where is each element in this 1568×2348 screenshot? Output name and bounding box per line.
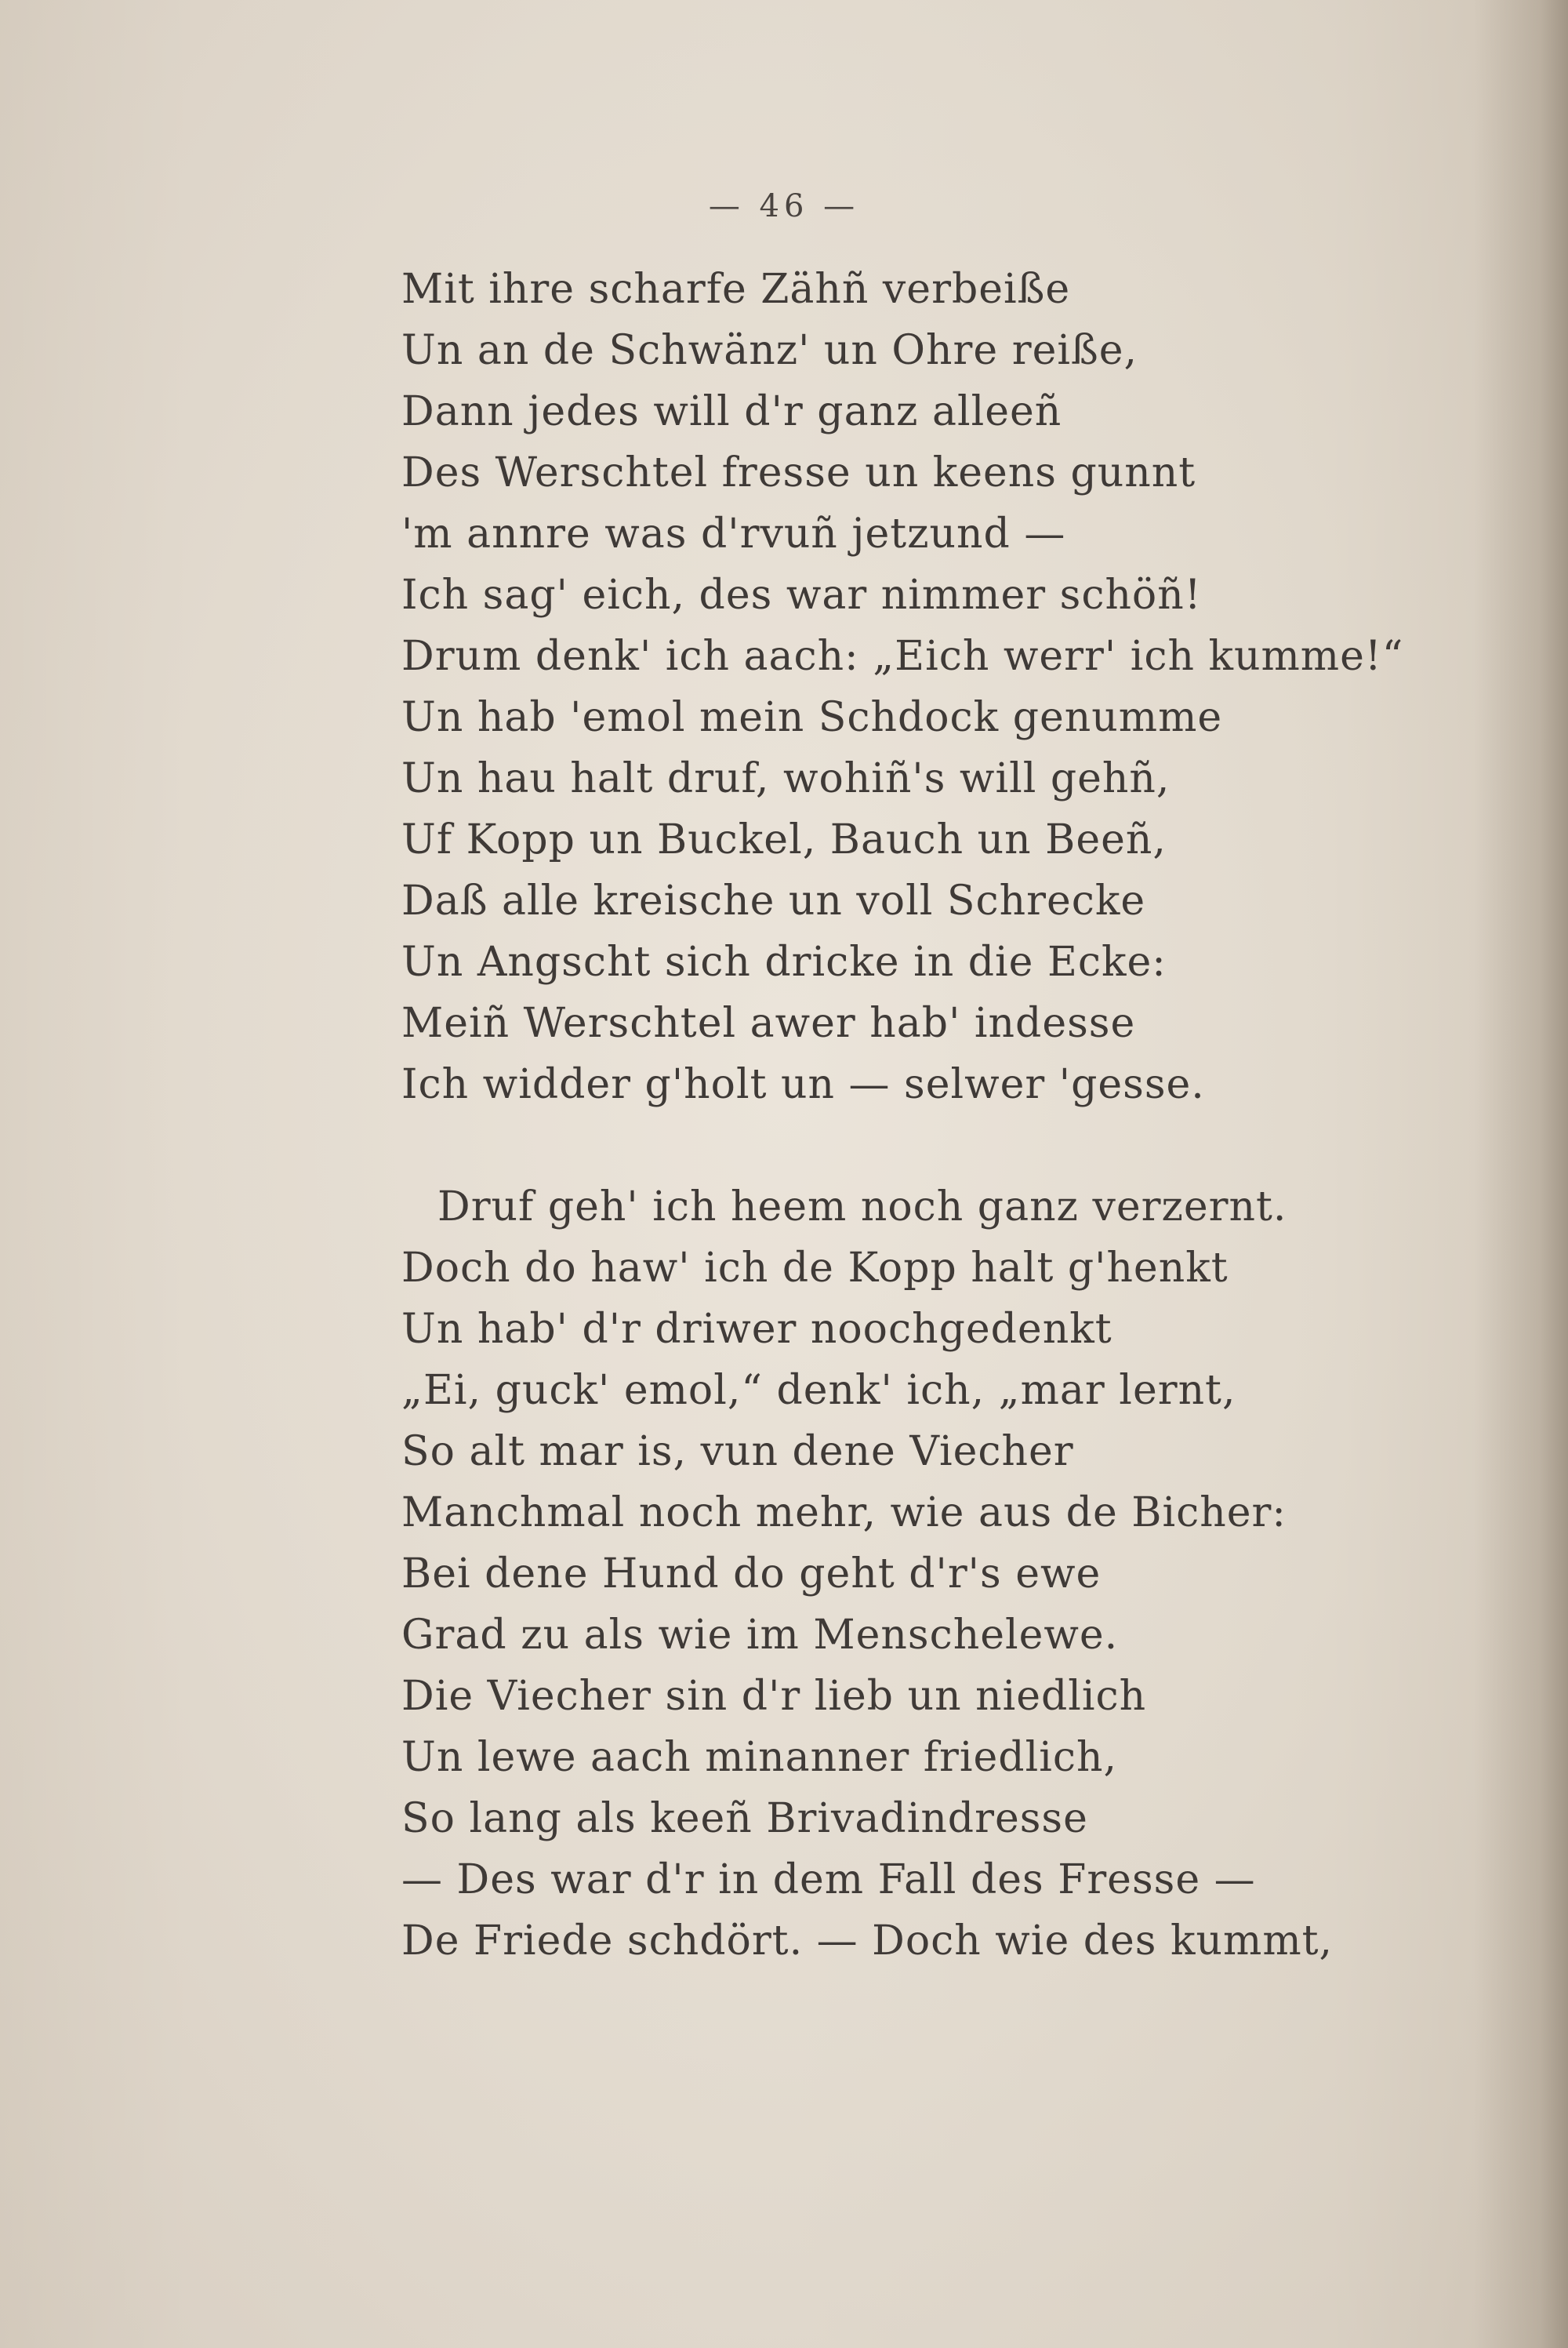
poem-line: So alt mar is, vun dene Viecher (401, 1428, 1074, 1475)
poem-line: Un hab 'emol mein Schdock genumme (401, 694, 1223, 741)
poem-line: Daß alle kreische un voll Schrecke (401, 878, 1146, 925)
poem-line: Manchmal noch mehr, wie aus de Bicher: (401, 1489, 1287, 1536)
poem-line: Un hau halt druf, wohiñ's will gehñ, (401, 755, 1171, 802)
poem-line: 'm annre was d'rvuñ jetzund — (401, 511, 1066, 558)
poem-line: Mit ihre scharfe Zähñ verbeiße (401, 266, 1071, 313)
poem-line: Bei dene Hund do geht d'r's ewe (401, 1550, 1102, 1597)
poem-line: Druf geh' ich heem noch ganz verzernt. (437, 1183, 1287, 1230)
stanza-2 (401, 1176, 1389, 1972)
poem-line: So lang als keeñ Brivadindresse (401, 1795, 1088, 1842)
poem-line: Doch do haw' ich de Kopp halt g'henkt (401, 1245, 1229, 1292)
poem-line: De Friede schdört. — Doch wie des kummt, (401, 1917, 1334, 1965)
poem-line: „Ei, guck' emol,“ denk' ich, „mar lernt, (401, 1367, 1236, 1414)
page-edge-shadow (1474, 0, 1568, 2348)
poem-line: Die Viecher sin d'r lieb un niedlich (401, 1673, 1147, 1720)
poem-line: Un lewe aach minanner friedlich, (401, 1734, 1117, 1781)
poem-line: Drum denk' ich aach: „Eich werr' ich kumme!“ (401, 633, 1404, 680)
poem-line: Un hab' d'r driwer noochgedenkt (401, 1306, 1112, 1353)
page-number: — 46 — (708, 188, 860, 224)
poem-line: Uf Kopp un Buckel, Bauch un Beeñ, (401, 816, 1167, 863)
poem-line: Grad zu als wie im Menschelewe. (401, 1612, 1119, 1659)
poem-line: Meiñ Werschtel awer hab' indesse (401, 1000, 1136, 1047)
poem-line: Un Angscht sich dricke in die Ecke: (401, 939, 1167, 986)
poem-line: Dann jedes will d'r ganz alleeñ (401, 388, 1062, 435)
poem-text (401, 259, 1404, 1972)
poem-line: Ich widder g'holt un — selwer 'gesse. (401, 1061, 1205, 1108)
stanza-1 (401, 259, 1404, 1115)
poem-line: Des Werschtel fresse un keens gunnt (401, 449, 1196, 496)
poem-line: Un an de Schwänz' un Ohre reiße, (401, 327, 1138, 374)
poem-line: Ich sag' eich, des war nimmer schöñ! (401, 572, 1202, 619)
poem-line: — Des war d'r in dem Fall des Fresse — (401, 1856, 1256, 1903)
